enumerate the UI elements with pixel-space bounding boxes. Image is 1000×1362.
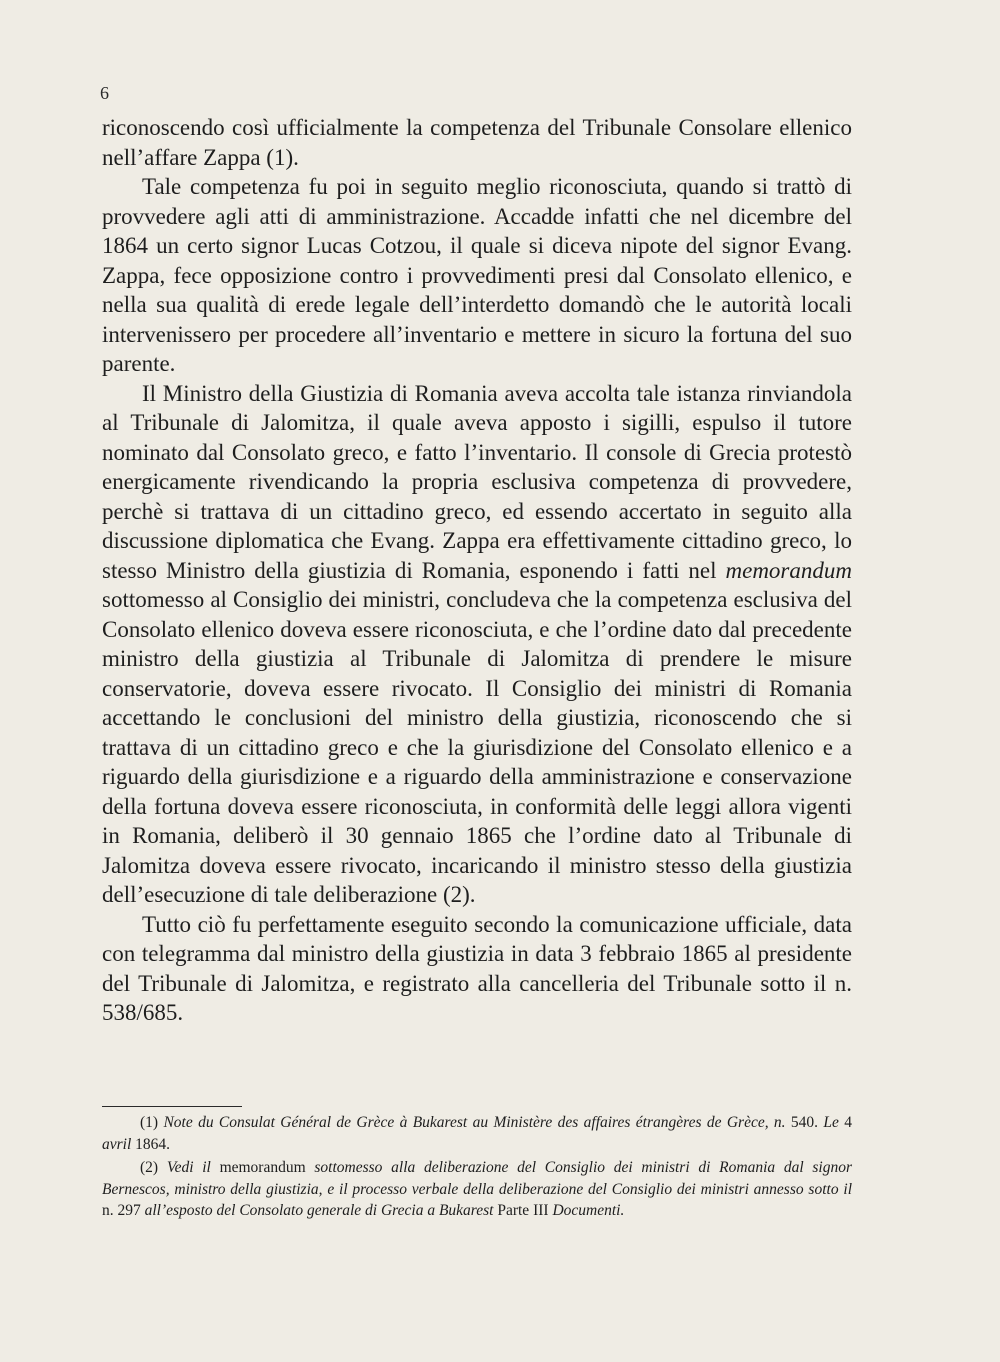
italic-run: Vedi il bbox=[166, 1159, 211, 1176]
page-number: 6 bbox=[100, 83, 109, 103]
footnote bbox=[102, 1112, 852, 1155]
footnote bbox=[102, 1157, 852, 1222]
text-run: sottomesso al Consiglio dei ministri, concludeva che la competenza esclusiva del Consolato ellenico doveva essere riconosciuta, e che l’ordine dato dal precedente ministro della giustizia al Tribunale di Jalomitza di prendere le misure conservatorie, doveva essere rivocato. Il Consiglio dei ministri di Romania accettando le conclusioni del ministro della giustizia, riconoscendo che si trattava di un cittadino greco e che la giurisdizione del Consolato ellenico e a riguardo della giurisdizione e a riguardo della amministrazione e conservazione della fortuna doveva essere riconosciuta, in conformità delle leggi allora vigenti in Romania, deliberò il 30 gennaio 1865 che l’ordine dato al Tribunale di Jalomitza doveva essere rivocato, incaricando il ministro stesso della giustizia dell’esecuzione di tale deliberazione (2). bbox=[102, 587, 852, 907]
paragraph bbox=[102, 113, 852, 172]
text-run: n. 297 bbox=[102, 1202, 145, 1219]
text-run: Tutto ciò fu perfettamente eseguito secondo la comunicazione ufficiale, data con telegramma dal ministro della giustizia in data 3 febbraio 1865 al presidente del Tribunale di Jalomitza, e registrato alla cancelleria del Tribunale sotto il n. 538/685. bbox=[102, 911, 852, 1025]
italic-run: sottomesso alla deliberazione del Consiglio dei ministri di Romania dal signor Bernescos, ministro della giustizia, e il processo verbale della deliberazione del Consiglio dei ministri annesso sotto il bbox=[102, 1159, 852, 1198]
footnote-marker: (2) bbox=[140, 1159, 167, 1176]
italic-run: memorandum bbox=[725, 557, 852, 583]
footnote-separator bbox=[102, 1106, 242, 1107]
italic-run: Note du Consulat Général de Grèce à Bukarest au Ministère des affaires étrangères de Grèce, n. bbox=[163, 1114, 786, 1131]
italic-run: Le bbox=[823, 1114, 839, 1131]
paragraph bbox=[102, 910, 852, 1028]
italic-run: all’esposto del Consolato generale di Grecia a Bukarest bbox=[144, 1202, 494, 1219]
text-run: 1864. bbox=[131, 1135, 171, 1153]
text-run: Parte III bbox=[493, 1202, 553, 1219]
body-text bbox=[102, 113, 852, 1028]
text-run: riconoscendo così ufficialmente la competenza del Tribunale Consolare ellenico nell’affare Zappa (1). bbox=[102, 115, 852, 170]
italic-run: avril bbox=[102, 1135, 132, 1153]
text-run: Il Ministro della Giustizia di Romania aveva accolta tale istanza rinviandola al Tribunale di Jalomitza, il quale aveva apposto i sigilli, espulso il tutore nominato dal Consolato greco, e fatto l’inventario. Il console di Grecia protestò energicamente rivendicando la propria esclusiva competenza di provvedere, perchè si trattava di un cittadino greco, ed essendo accertato in seguito alla discussione diplomatica che Evang. Zappa era effettivamente cittadino greco, lo stesso Ministro della giustizia di Romania, esponendo i fatti nel bbox=[102, 380, 852, 583]
paragraph bbox=[102, 172, 852, 379]
text-run: memorandum bbox=[210, 1159, 315, 1176]
italic-run: Documenti. bbox=[552, 1202, 625, 1219]
footnote-marker: (1) bbox=[140, 1114, 164, 1131]
text-run: Tale competenza fu poi in seguito meglio riconosciuta, quando si trattò di provvedere agli atti di amministrazione. Accadde infatti che nel dicembre del 1864 un certo signor Lucas Cotzou, il quale si diceva nipote del signor Evang. Zappa, fece opposizione contro i provvedimenti presi dal Consolato ellenico, e nella sua qualità di erede legale dell’interdetto domandò che le autorità locali intervenissero per procedere all’inventario e mettere in sicuro la fortuna del suo parente. bbox=[102, 174, 852, 376]
text-run: 4 bbox=[838, 1114, 853, 1131]
footnotes bbox=[102, 1112, 852, 1224]
text-run: 540. bbox=[785, 1114, 824, 1131]
paragraph bbox=[102, 379, 852, 910]
